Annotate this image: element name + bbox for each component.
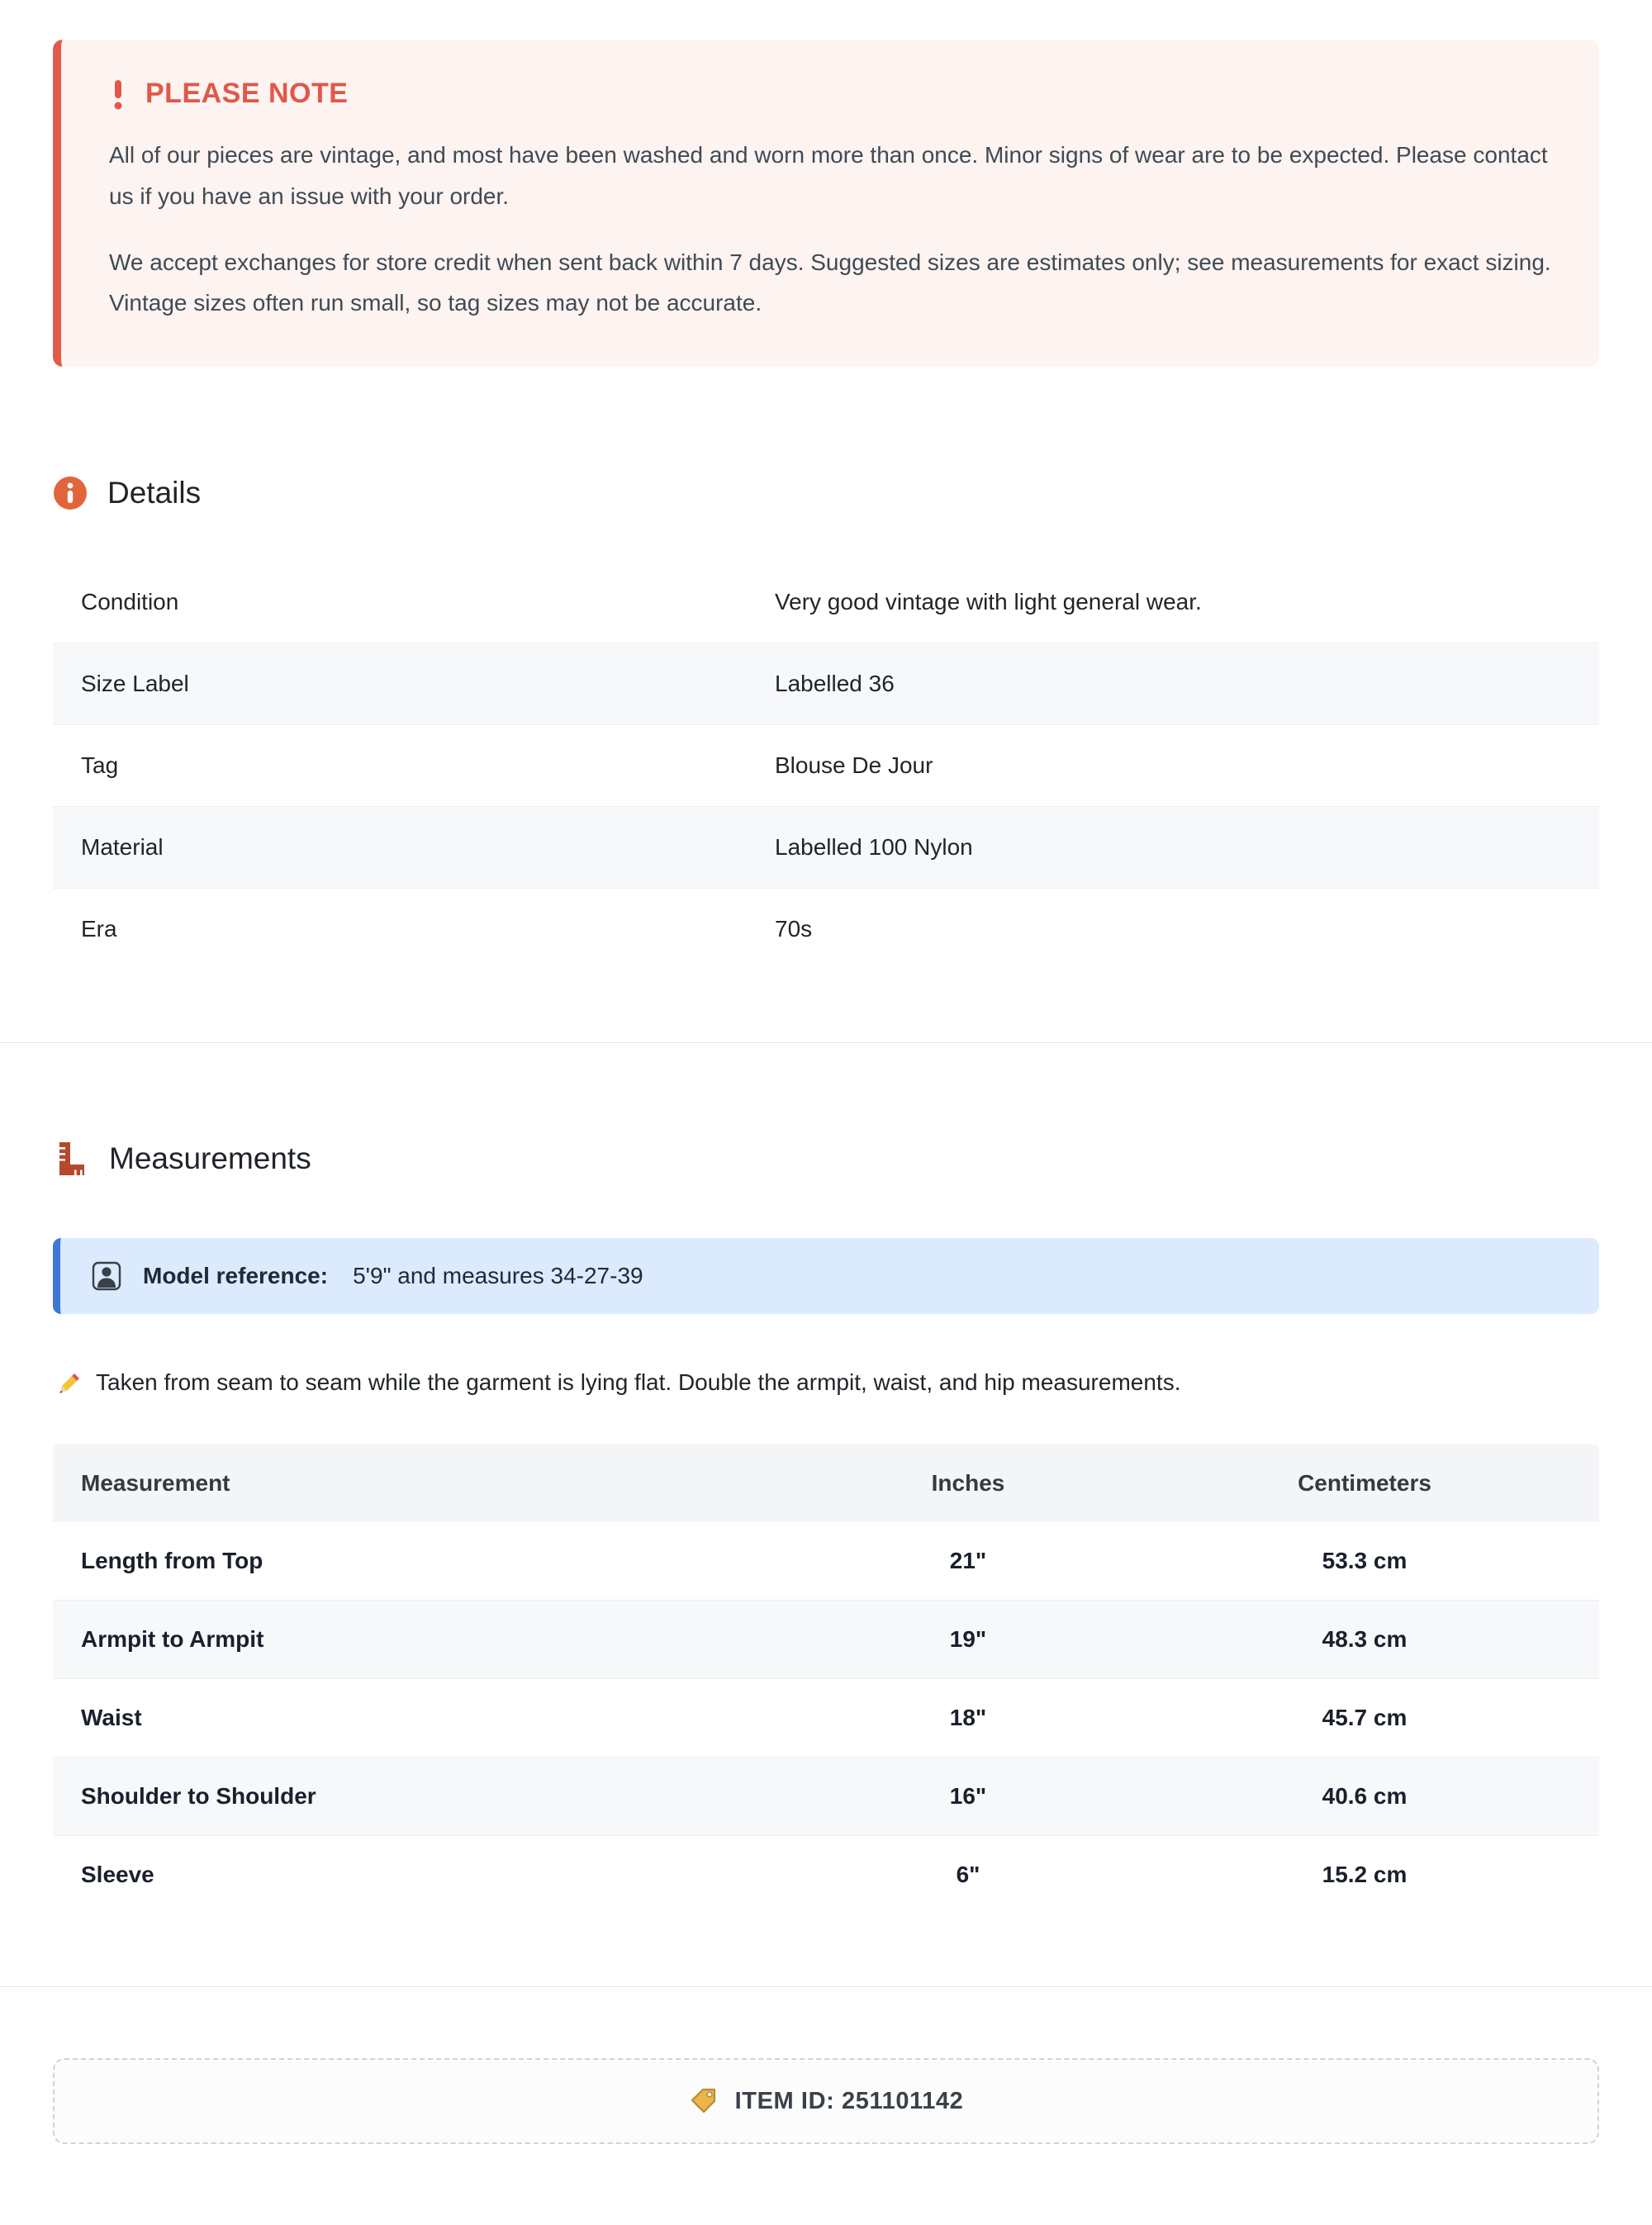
- detail-value: Labelled 100 Nylon: [775, 834, 973, 861]
- detail-label: Size Label: [81, 671, 189, 697]
- measurements-heading: [53, 1141, 1599, 1177]
- measurement-label: Armpit to Armpit: [81, 1626, 264, 1653]
- measurement-inches: 16": [949, 1783, 987, 1810]
- table-row: [53, 1678, 1599, 1757]
- item-id-text: ITEM ID: 251101142: [734, 2087, 964, 2114]
- table-row: [53, 562, 1599, 643]
- measurement-inches: 21": [949, 1548, 987, 1574]
- details-heading: [53, 476, 1599, 510]
- measurement-centimeters: 15.2 cm: [1322, 1862, 1408, 1888]
- section-divider: [0, 1042, 1652, 1043]
- header-measurement: Measurement: [81, 1470, 230, 1497]
- details-title: Details: [107, 476, 202, 510]
- table-row: [53, 643, 1599, 724]
- header-centimeters: Centimeters: [1298, 1470, 1431, 1497]
- measurements-table: [53, 1445, 1599, 1914]
- measurement-label: Shoulder to Shoulder: [81, 1783, 316, 1810]
- please-note-callout: [53, 40, 1599, 367]
- measurements-section: [53, 1141, 1599, 1914]
- measurement-label: Sleeve: [81, 1862, 154, 1888]
- note-title: PLEASE NOTE: [145, 78, 349, 109]
- table-row: [53, 1757, 1599, 1835]
- ruler-icon: [53, 1141, 89, 1177]
- measurement-centimeters: 53.3 cm: [1322, 1548, 1408, 1574]
- details-section: [53, 476, 1599, 970]
- measuring-note: [53, 1369, 1599, 1397]
- measurement-label: Length from Top: [81, 1548, 263, 1574]
- table-row: [53, 1600, 1599, 1678]
- model-reference-value: 5'9" and measures 34-27-39: [353, 1263, 643, 1289]
- measurement-inches: 19": [949, 1626, 987, 1653]
- table-row: [53, 888, 1599, 970]
- measurement-inches: 6": [956, 1862, 980, 1888]
- note-paragraph-1: All of our pieces are vintage, and most have been washed and worn more than once. Minor signs of wear are to be expected. Please contact us if you have an issue with your order.: [109, 142, 1548, 209]
- header-inches: Inches: [931, 1470, 1005, 1497]
- info-icon: [53, 476, 88, 510]
- model-reference-box: [53, 1238, 1599, 1314]
- note-paragraph-2: We accept exchanges for store credit when sent back within 7 days. Suggested sizes are estimates only; see measurements for exact sizing. Vintage sizes often run small, so tag sizes may not be accurate.: [109, 249, 1551, 316]
- detail-label: Era: [81, 916, 117, 942]
- measurements-title: Measurements: [109, 1141, 311, 1176]
- detail-value: Very good vintage with light general wear.: [775, 589, 1202, 615]
- table-row: [53, 724, 1599, 806]
- section-divider: [0, 1986, 1652, 1987]
- tag-icon: [689, 2086, 719, 2116]
- table-header-row: [53, 1445, 1599, 1522]
- table-row: [53, 1835, 1599, 1914]
- pencil-icon: [53, 1369, 81, 1397]
- page-content: [0, 40, 1652, 970]
- note-title-row: [109, 78, 1551, 110]
- detail-value: Labelled 36: [775, 671, 895, 697]
- detail-value: Blouse De Jour: [775, 752, 933, 779]
- exclamation-icon: [109, 78, 127, 110]
- table-row: [53, 806, 1599, 888]
- detail-label: Tag: [81, 752, 119, 779]
- measurement-centimeters: 48.3 cm: [1322, 1626, 1408, 1653]
- measurement-inches: 18": [949, 1705, 987, 1731]
- details-table: [53, 562, 1599, 970]
- detail-label: Condition: [81, 589, 179, 615]
- item-id-box: [53, 2058, 1599, 2144]
- person-icon: [92, 1261, 121, 1291]
- detail-label: Material: [81, 834, 164, 861]
- model-reference-label: Model reference:: [143, 1263, 329, 1289]
- detail-value: 70s: [775, 916, 813, 942]
- measurement-centimeters: 40.6 cm: [1322, 1783, 1408, 1810]
- measurement-label: Waist: [81, 1705, 142, 1731]
- measurement-centimeters: 45.7 cm: [1322, 1705, 1408, 1731]
- table-row: [53, 1522, 1599, 1600]
- table-body: [53, 1522, 1599, 1914]
- measuring-note-text: Taken from seam to seam while the garment is lying flat. Double the armpit, waist, and hip measurements.: [96, 1369, 1181, 1396]
- measurements-container: [0, 1141, 1652, 1914]
